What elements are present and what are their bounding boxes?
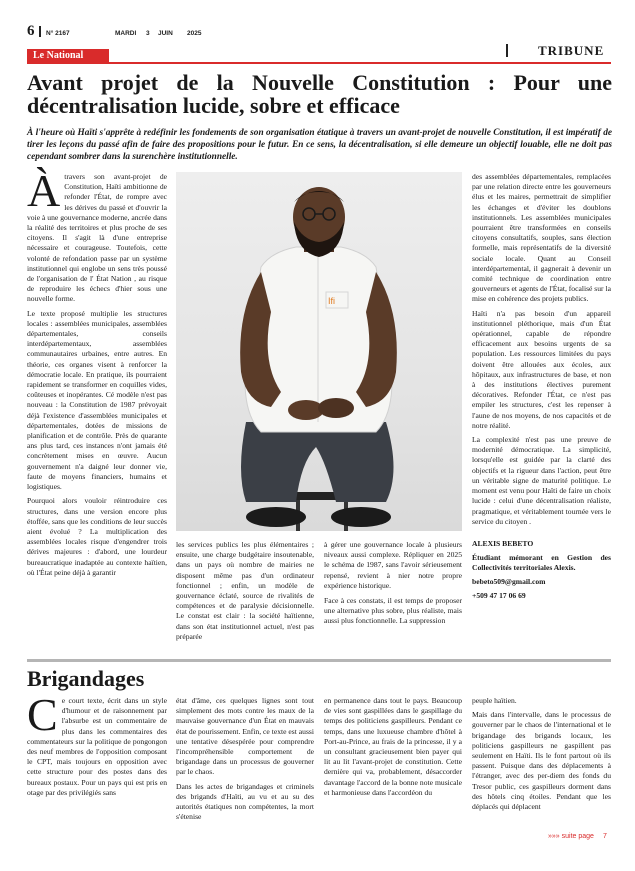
section-tag: Le National [27,49,109,63]
col4-paragraph-1: des assemblées départementales, remplacées par une relation directe entre les gouverneurs élus et les maires, permettrait de simplifier les échanges et d'éviter les doublons institutionnels. Les assemblées municipales pourraient être transformées en conseils citoyens consultatifs, souples, sans élection formelle, mais représentatifs de la diversité sociale locale. Quant au Conseil interdépartemental, il gagnerait à devenir un comité technique de coordination entre gouverneurs et agents de l'État, focalisé sur la mise en cohérence des projets publics. [472,172,611,304]
article-lead: À l'heure où Haïti s'apprête à redéfinir les fondements de son organisation étatique à travers un avant-projet de nouvelle Constitution, il est impératif de tirer les leçons du passé afin de faire des propositions pour le futur. En ce sens, la décentralisation, si elle demeure un objectif louable, elle ne doit pas cependant sombrer dans la surenchère institutionnelle. [27,128,612,162]
date-month: JUIN [158,30,173,37]
date-year: 2025 [187,30,202,37]
rubric-divider [506,44,508,57]
col3-paragraph-1: à gérer une gouvernance locale à plusieurs niveaux aussi complexe. Répliquer en 2025 le schéma de 1987, sans l'avoir sérieusement repensé, revient à nier notre propre expérience historique. [324,540,462,590]
svg-text:Ifi: Ifi [328,296,336,306]
article2-column-1 [27,689,167,826]
col3-paragraph-2: Face à ces constats, il est temps de proposer une alternative plus sobre, plus réaliste, mais aussi plus fonctionnelle. La suppression [324,596,462,626]
col4-paragraph-3: La complexité n'est pas une preuve de modernité démocratique. La simplicité, lorsqu'elle est guidée par la clarté des objectifs et la rigueur dans l'action, peut être un véritable signe de maturité politique. Le moment est venu pour Haïti de faire un choix lucide : celui d'une décentralisation réaliste, pragmatique, et véritablement tournée vers le service du citoyen . [472,435,611,526]
author-photo [176,172,462,531]
article-title-line1: Avant projet de la Nouvelle Constitution : Pour une [27,70,612,95]
article2-column-4 [472,696,611,828]
rubric-label: TRIBUNE [538,43,605,58]
issue-number: N° 2167 [46,30,70,37]
col1-paragraph-1: travers son avant-projet de Constitution, Haïti ambitionne de refonder l'État, de rompre avec les dérives du passé et d'ouvrir la voie à une gouvernance moderne, ancrée dans la réalité des territoires et plus proche de ses citoyens. Il s'agit là d'une entreprise nécessaire et courageuse. Toutefois, cette volonté de refondation passe par un système institutionnel qui englobe un sens très poussé de l'organisation de l' État Nation , au risque de reproduire les échecs d'hier sous une nouvelle forme. [27,172,167,304]
article-title-line2: décentralisation lucide, sobre et efficace [27,93,400,118]
date-day: MARDI [115,30,137,37]
author-title: Étudiant mémorant en Gestion des Collectivités territoriales Alexis. [472,553,611,573]
article2-column-2 [176,696,314,826]
article2-column-3 [324,696,462,826]
author-portrait-illustration [176,172,462,531]
article2-col2-paragraph-1: état d'âme, ces quelques lignes sont tout simplement des mots contre les maux de la mauvaise gouvernance d'un État en mauvais état de pourissement. Enfin, ce texte est aussi une tentative désespérée pour comprendre l'incompréhensible comportement de brigandage dans un processus de gouverner par le chaos. [176,696,314,777]
article2-dropcap: C [27,689,58,740]
dropcap: À [27,165,61,216]
col1-paragraph-2: Le texte proposé multiplie les structures locales : assemblées municipales, assemblées départementales, conseils interdépartementaux, assemblées communautaires urbaines, entre autres. En théorie, ces organes visent à renforcer la démocratie locale. En pratique, ils pourraient rapidement se transformer en coquilles vides, coûteuses et inopérantes. Cé modèle n'est pas nouveau : la Constitution de 1987 prévoyait déjà l'existence d'assemblées municipales et départementales, dotées de missions de planification et de contrôle. Près de quarante ans plus tard, ces instances n'ont jamais été concrètement mises en œuvre. Aucun gouvernement n'a daigné leur donner vie, faute de moyens financiers, humains et logistiques. [27,308,167,492]
article-column-1 [27,165,167,652]
continued-page-number[interactable]: 7 [603,833,607,840]
col4-paragraph-2: Haïti n'a pas besoin d'un appareil institutionnel pléthorique, mais d'un État opérationnel, capable de répondre efficacement aux besoins urgents de sa population. Les ressources limitées du pays doivent être allouées aux écoles, aux hôpitaux, aux infrastructures de base, et non à des institutions électives purement décoratives. Refonder l'État, ce n'est pas empiler les structures, c'est les repenser à l'aune de nos moyens, de nos capacités et de notre réalité. [472,308,611,430]
author-email[interactable]: bebeto509@gmail.com [472,576,546,586]
header-rule [27,62,611,64]
date-num: 3 [146,30,150,37]
article-column-4 [472,172,611,652]
article-column-2 [176,540,314,650]
page-number: 6 [27,23,35,39]
section-divider [27,659,611,662]
article2-col4-paragraph-2: Mais dans l'intervalle, dans le processus de gouverner par le chaos de l'international et le brigandage des brigands locaux, les politiciens gaspilleurs ne gaspillent pas seulement en Haïti. Ils le font partout où ils passent. Puisque dans des déplacements à l'étranger, avec des per-diem des fonds du Tresor public, ces gaspilleurs dorment dans des hôtels cinq étoiles. Pendant que les déplacés qui déplacent [472,710,611,812]
article2-title: Brigandages [27,666,145,691]
article2-col1-text: e court texte, écrit dans un style d'humour et de raisonnement par l'absurbe est un commentaire de plus dans les commentaires des commentateurs sur la politique de pongongon des neuf membres de l'opposition composant le CPT, mais toujours en opposition avec cette structure pour des postes dans des bureaux postaux. Pour un pays qui est pris en otage par des privilégiés sans [27,696,167,797]
continued-label[interactable]: »»» suite page [548,833,594,840]
article2-col2-paragraph-2: Dans les actes de brigandages et criminels des brigands d'Haïti, au vu et au su des autorités étatiques non compétentes, la mort s'étenise [176,781,314,822]
author-phone: +509 47 17 06 69 [472,590,526,600]
article-column-3 [324,540,462,650]
page-number-divider [39,26,41,37]
article2-col3-text: en permanence dans tout le pays. Beaucoup de vies sont gaspillées dans le gaspillage du temps des politiciens gaspilleurs. Pendant ce temps, dans une luxueuse chambre d'hôtel à Port-au-Prince, au frais de la princesse, il y a un consultant gracieusement bien payer qui lit au lit l'avant-projet de constitution. Cette dernière qui va, probablement, désaccorder davantage l'accord de la bonne note musicale et harmonieuse dans l'accordéon du [324,696,462,797]
author-name: ALEXIS BEBETO [472,538,534,548]
col1-paragraph-3: Pourquoi alors vouloir réintroduire ces structures, dans une version encore plus étoffée, sans que les conditions de leur succès aient évolué ? La multiplication des assemblées locales risque d'engendrer trois dérives majeures : d'abord, une lourdeur bureaucratique inadaptée au contexte haïtien, où l'État peine déjà à garantir [27,496,167,577]
article2-col4-paragraph-1: peuple haïtien. [472,696,517,705]
col2-paragraph-1: les services publics les plus élémentaires ; ensuite, une charge budgétaire insoutenable, dans un pays où nombre de mairies ne disposent même pas d'un ordinateur fonctionnel ; enfin, un modèle de gouvernance éclaté, source de rivalités de compétences et de paralysie décisionnelle. Le constat est clair : la société haïtienne, dans son état institutionnel actuel, n'est pas préparée [176,540,314,641]
